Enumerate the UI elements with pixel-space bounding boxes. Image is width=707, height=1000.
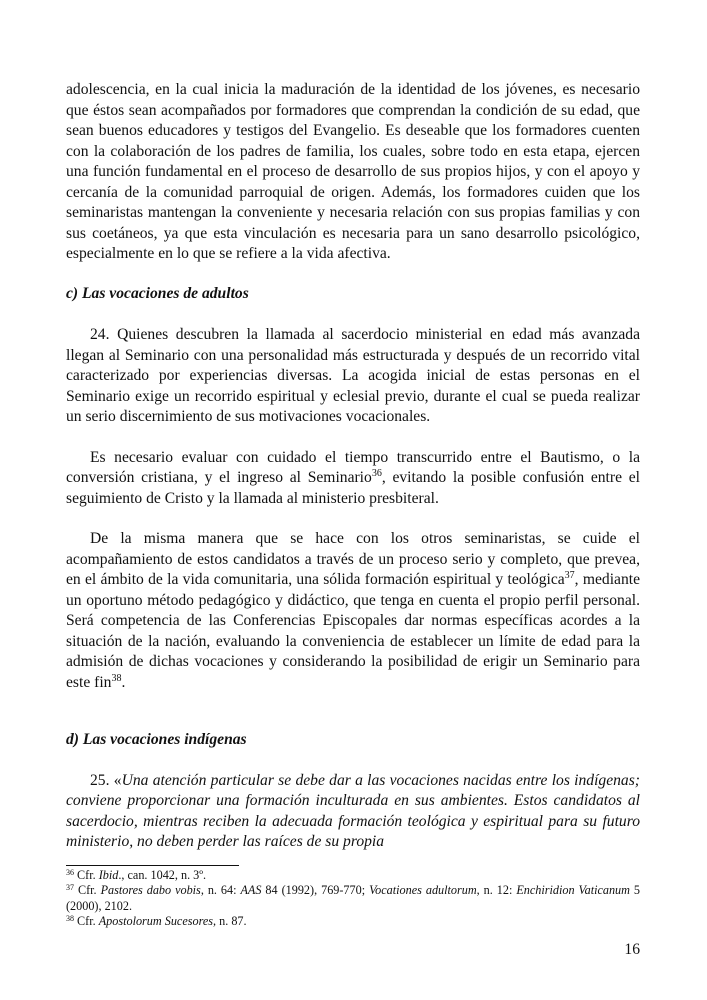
footnote-36-text: Cfr. (74, 868, 99, 882)
footnote-37-detail-3: , n. 12: (476, 883, 517, 898)
paragraph-evaluation-text-a: Es necesario evaluar con cuidado el tiempo transcurrido entre el Bautismo, o la conversión cristiana, y el ingreso al Seminario (66, 448, 640, 486)
footnote-37-number: 37 (66, 883, 74, 893)
footnote-37 (66, 883, 640, 914)
footnote-separator (66, 865, 239, 866)
page-number: 16 (624, 941, 640, 958)
heading-indigenous-vocations: d) Las vocaciones indígenas (66, 731, 247, 748)
footnote-37-detail-4: 5 (2000), 2102. (66, 883, 641, 913)
footnote-38 (66, 914, 640, 929)
paragraph-same-text-b: , mediante un oportuno método pedagógico y didáctico, que tenga en cuenta el propio perfil personal. Será competencia de las Conferencias Episcopales dar normas específicas acordes a la situación de la nación, evaluando la conveniencia de establecer un límite de edad para la admisión de dichas vocaciones y considerando la posibilidad de erigir un Seminario para este fin (66, 571, 641, 691)
paragraph-24: 24. Quienes descubren la llamada al sacerdocio ministerial en edad más avanzada llegan al Seminario con una personalidad más estructurada y después de un recorrido vital caracterizado por experiencias diversas. La acogida inicial de estas personas en el Seminario exige un recorrido espiritual y eclesial previo, durante el cual se pueda realizar un serio discernimiento de sus motivaciones vocacionales. (66, 326, 640, 425)
footnote-36-title: Ibid (98, 868, 119, 882)
paragraph-same-text-a: De la misma manera que se hace con los otros seminaristas, se cuide el acompañamiento de estos candidatos a través de un proceso serio y completo, que prevea, en el ámbito de la vida comunitaria, una sólida formación espiritual y teológica (66, 530, 640, 588)
paragraph-25-number: 25. « (90, 771, 122, 789)
footnote-37-title-3: Vocationes adultorum (369, 883, 477, 898)
footnote-36-number: 36 (66, 868, 74, 877)
heading-adult-vocations: c) Las vocaciones de adultos (66, 284, 249, 302)
footnote-38-title: Apostolorum Sucesores, (98, 913, 217, 928)
paragraph-intro: adolescencia, en la cual inicia la maduración de la identidad de los jóvenes, es necesario que éstos sean acompañados por formadores que comprendan la condición de su edad, que sean buenos educadores y testigos del Evangelio. Es deseable que los formadores cuenten con la colaboración de los padres de familia, los cuales, sobre todo en esta etapa, ejercen una función fundamental en el proceso de desarrollo de sus propios hijos, y con el apoyo y cercanía de la comunidad parroquial de origen. Además, los formadores cuiden que los seminaristas mantengan la conveniente y necesaria relación con sus propias familias y con sus coetáneos, ya que esta vinculación es necesaria para un sano desarrollo psicológico, especialmente en lo que se refiere a la vida afectiva. (66, 81, 640, 262)
paragraph-same-manner (66, 529, 640, 693)
paragraph-25-quote: Una atención particular se debe dar a las vocaciones nacidas entre los indígenas; conviene proporcionar una formación inculturada en sus ambientes. Estos candidatos al sacerdocio, mientras reciben la adecuada formación teológica y espiritual para su futuro ministerio, no deben perder las raíces de su propia (66, 771, 640, 850)
paragraph-evaluation-text-b: , evitando la posible confusión entre el seguimiento de Cristo y la llamada al ministerio presbiteral. (66, 469, 640, 507)
footnote-36 (66, 868, 640, 883)
footnote-37-detail-2: 84 (1992), 769-770; (261, 883, 370, 898)
paragraph-evaluation (66, 448, 640, 510)
paragraph-same-text-c: . (121, 673, 126, 691)
paragraph-25 (66, 771, 640, 853)
footnote-37-text: Cfr. (74, 883, 101, 898)
footnote-38-text: Cfr. (74, 913, 99, 928)
footnotes (66, 868, 640, 929)
footnote-37-title-1: Pastores dabo vobis (100, 883, 201, 898)
footnote-36-detail: ., can. 1042, n. 3º. (118, 868, 207, 882)
footnote-37-title-4: Enchiridion Vaticanum (516, 883, 630, 898)
footnote-38-number: 38 (66, 913, 74, 923)
page-body (66, 80, 640, 853)
footnote-ref-38[interactable]: 38 (111, 672, 122, 684)
footnote-38-detail: n. 87. (216, 913, 247, 928)
footnote-ref-37[interactable]: 37 (564, 570, 575, 581)
footnote-37-detail-1: , n. 64: (200, 883, 241, 898)
footnote-37-title-2: AAS (240, 883, 262, 898)
footnote-ref-36[interactable]: 36 (371, 468, 382, 479)
